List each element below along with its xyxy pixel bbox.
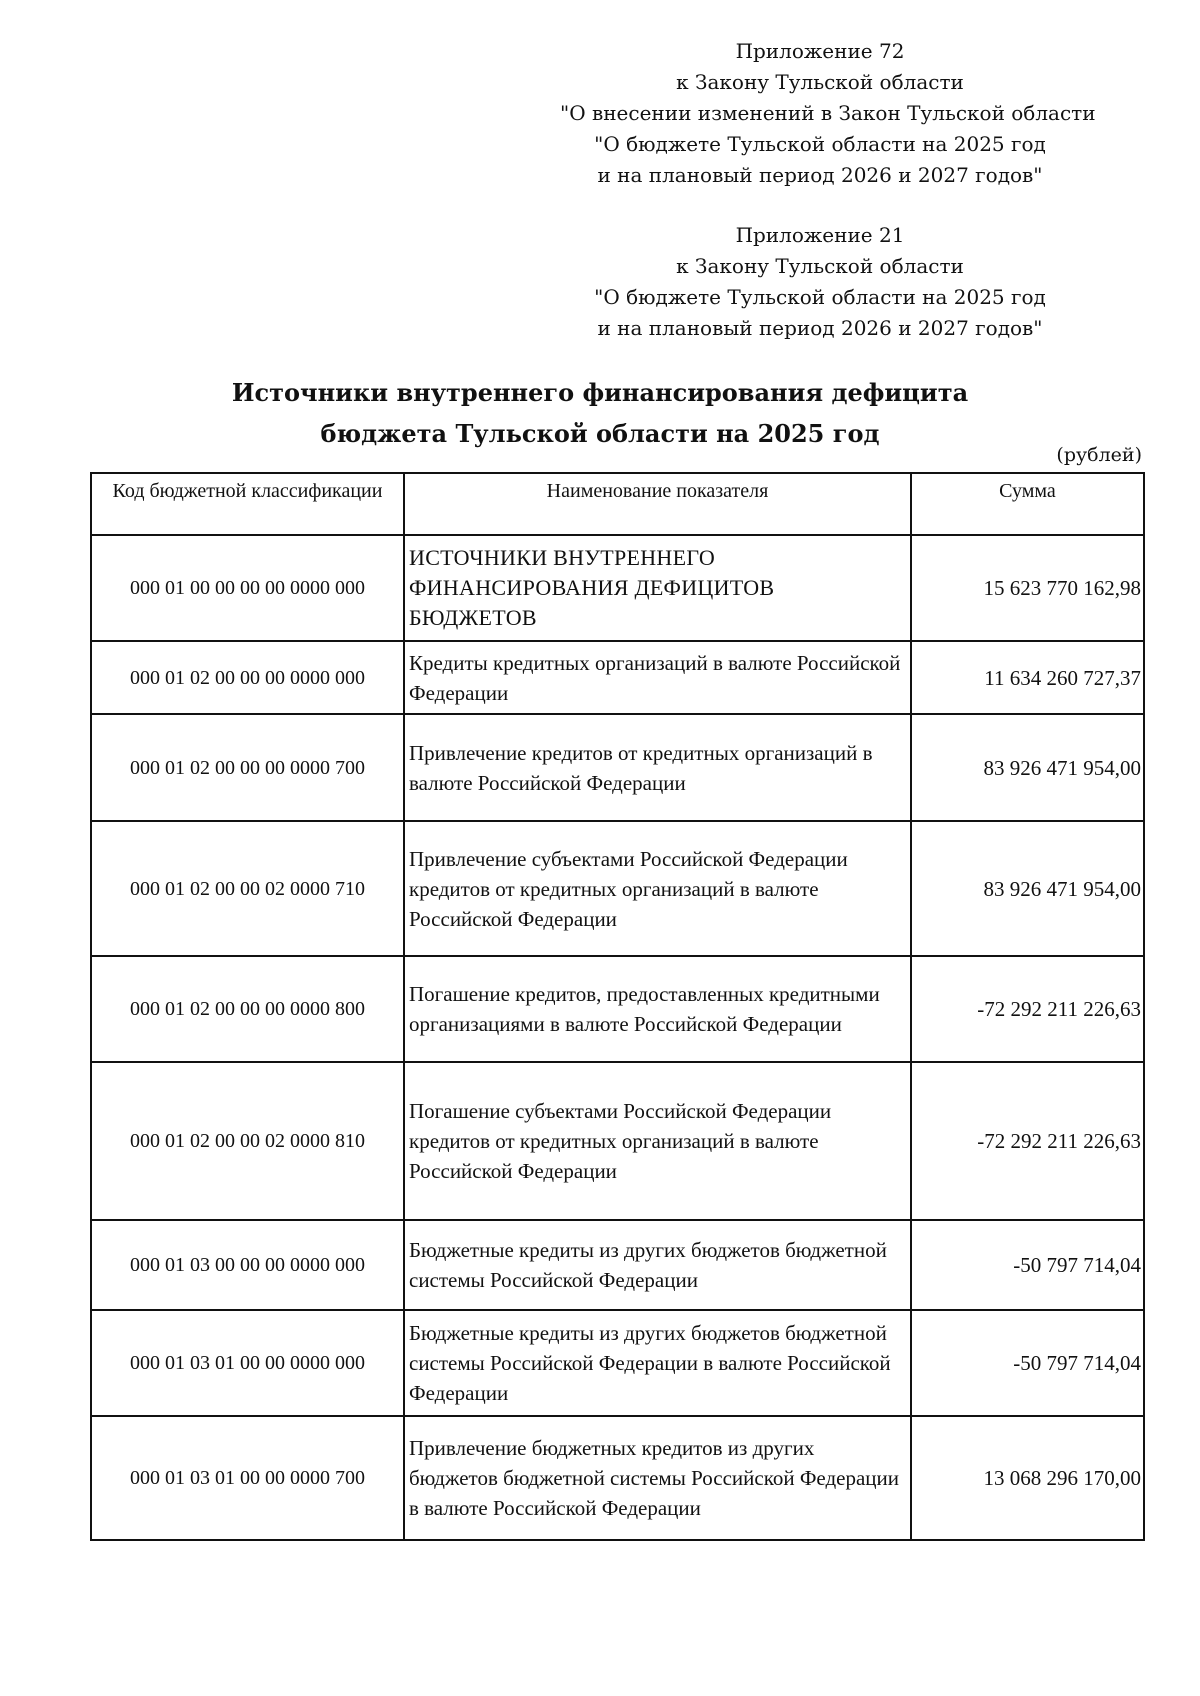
row-sum: -50 797 714,04 [911,1310,1144,1416]
row-sum: -72 292 211 226,63 [911,1062,1144,1220]
row-name: Привлечение бюджетных кредитов из других бюджетов бюджетной системы Российской Федерации в валюте Российской Федерации [404,1416,911,1540]
row-name: Кредиты кредитных организаций в валюте Российской Федерации [404,641,911,714]
appendix-header-21 [560,220,1080,344]
table-row [91,956,1144,1062]
units-label: (рублей) [1056,444,1142,466]
row-code: 000 01 02 00 00 02 0000 810 [91,1062,404,1220]
row-name: Бюджетные кредиты из других бюджетов бюджетной системы Российской Федерации [404,1220,911,1310]
appendix-header-72 [560,36,1096,191]
appendix-line: к Закону Тульской области [676,254,964,278]
header-name: Наименование показателя [404,473,911,535]
table-header-row [91,473,1144,535]
row-name: Привлечение кредитов от кредитных организаций в валюте Российской Федерации [404,714,911,821]
row-sum: 83 926 471 954,00 [911,714,1144,821]
title-line-2: бюджета Тульской области на 2025 год [320,419,880,448]
appendix-line: и на плановый период 2026 и 2027 годов" [597,316,1043,340]
table-row [91,641,1144,714]
row-name: Погашение кредитов, предоставленных кредитными организациями в валюте Российской Федерации [404,956,911,1062]
row-sum: -50 797 714,04 [911,1220,1144,1310]
row-sum: 13 068 296 170,00 [911,1416,1144,1540]
appendix-line: Приложение 21 [735,223,905,247]
row-code: 000 01 03 01 00 00 0000 700 [91,1416,404,1540]
title-line-1: Источники внутреннего финансирования дефицита [231,378,969,407]
appendix-line: "О бюджете Тульской области на 2025 год [594,285,1046,309]
document-title [0,372,1200,454]
row-code: 000 01 02 00 00 02 0000 710 [91,821,404,956]
appendix-line: и на плановый период 2026 и 2027 годов" [597,163,1043,187]
header-sum: Сумма [911,473,1144,535]
table-row [91,1310,1144,1416]
row-code: 000 01 02 00 00 00 0000 700 [91,714,404,821]
table-row [91,821,1144,956]
appendix-line: "О бюджете Тульской области на 2025 год [594,132,1046,156]
row-code: 000 01 03 00 00 00 0000 000 [91,1220,404,1310]
appendix-line: к Закону Тульской области [676,70,964,94]
table-row [91,1416,1144,1540]
appendix-line: Приложение 72 [735,39,905,63]
row-code: 000 01 03 01 00 00 0000 000 [91,1310,404,1416]
table-row [91,535,1144,641]
row-name: Погашение субъектами Российской Федерации кредитов от кредитных организаций в валюте Российской Федерации [404,1062,911,1220]
row-code: 000 01 02 00 00 00 0000 800 [91,956,404,1062]
row-name: ИСТОЧНИКИ ВНУТРЕННЕГО ФИНАНСИРОВАНИЯ ДЕФИЦИТОВ БЮДЖЕТОВ [404,535,911,641]
financing-sources-table [90,472,1145,1541]
row-code: 000 01 00 00 00 00 0000 000 [91,535,404,641]
table-row [91,714,1144,821]
row-name: Бюджетные кредиты из других бюджетов бюджетной системы Российской Федерации в валюте Российской Федерации [404,1310,911,1416]
table-row [91,1220,1144,1310]
row-sum: 83 926 471 954,00 [911,821,1144,956]
header-code: Код бюджетной классификации [91,473,404,535]
row-name: Привлечение субъектами Российской Федерации кредитов от кредитных организаций в валюте Российской Федерации [404,821,911,956]
table-row [91,1062,1144,1220]
row-sum: -72 292 211 226,63 [911,956,1144,1062]
row-code: 000 01 02 00 00 00 0000 000 [91,641,404,714]
appendix-line: "О внесении изменений в Закон Тульской области [560,101,1096,125]
row-sum: 11 634 260 727,37 [911,641,1144,714]
row-sum: 15 623 770 162,98 [911,535,1144,641]
